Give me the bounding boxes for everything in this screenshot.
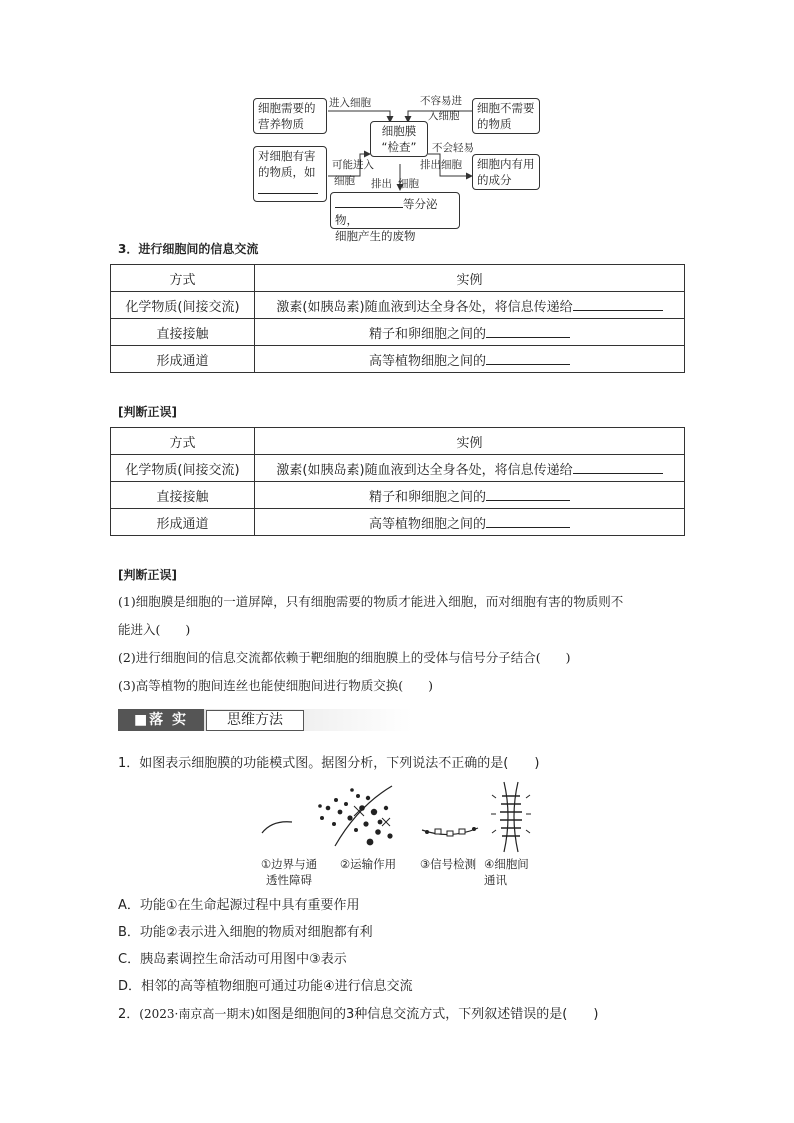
blank-harmful [258,180,318,194]
q1-caption-4: ④细胞间 通讯 [484,857,529,887]
q1-option-a: A．功能①在生命起源过程中具有重要作用 [118,898,360,913]
cell-text: 高等植物细胞之间的 [368,353,486,369]
box-useful-components: 细胞内有用 的成分 [472,154,540,190]
cell-text: 高等植物细胞之间的 [368,516,486,532]
box-membrane-check: 细胞膜 “检查” [370,121,428,157]
table-row [111,455,685,482]
table-cell: 形成通道 [111,509,255,536]
answer-blank [573,297,663,311]
box-harmful-substances [253,146,327,202]
q1-option-b: B．功能②表示进入细胞的物质对细胞都有利 [118,925,373,940]
table-cell: 化学物质(间接交流) [111,455,255,482]
q1-option-c: C．胰岛素调控生命活动可用图中③表示 [118,952,347,967]
q2-rest: 如图是细胞间的3种信息交流方式，下列叙述错误的是( ) [255,1007,599,1022]
table-header-row [111,428,685,455]
transport-dots [318,786,392,846]
table-row [111,292,685,319]
table-header-cell: 实例 [255,428,685,455]
q1-stem: 1．如图表示细胞膜的功能模式图。据图分析，下列说法不正确的是( ) [118,756,540,771]
q1-caption-3: ③信号检测 [419,857,477,871]
q1-option-d: D．相邻的高等植物细胞可通过功能④进行信息交流 [118,979,413,994]
table-cell [255,346,685,373]
box-secretion-line2: 细胞产生的废物 [335,229,416,243]
label-not-easy-2: 入细胞 [428,110,460,122]
label-wont-easily-1: 不会轻易 [432,142,474,154]
label-may-enter-2: 细胞 [334,175,355,187]
table-row [111,482,685,509]
cell-text: 精子和卵细胞之间的 [368,489,486,505]
judge-item-1b: 能进入( ) [118,622,191,637]
box-secretions [330,192,460,243]
boundary-arc [262,822,292,833]
table-cell [255,509,685,536]
q2-source: (2023·南京高一期末) [139,1007,255,1021]
banner-right: 思维方法 [206,710,304,731]
table-cell: 直接接触 [111,319,255,346]
q2-prefix: 2． [118,1007,140,1022]
judge-item-3: (3)高等植物的胞间连丝也能使细胞间进行物质交换( ) [118,678,433,693]
q1-caption-2: ②运输作用 [339,857,397,871]
judge-title-1: [判断正误] [118,405,177,419]
q2-stem [118,1003,598,1022]
label-discharge: 排出 [371,178,392,190]
section-banner [118,709,412,731]
box-needed-nutrients: 细胞需要的 营养物质 [253,98,327,134]
info-exchange-table-1 [110,264,685,373]
table-cell [255,319,685,346]
label-cell: 细胞 [398,178,419,190]
info-exchange-table-2 [110,427,685,536]
table-header-cell: 方式 [111,265,255,292]
answer-blank [486,324,570,338]
table-header-row [111,265,685,292]
cell-text: 激素(如胰岛素)随血液到达全身各处，将信息传递给 [276,299,573,315]
table-cell: 形成通道 [111,346,255,373]
judge-item-2: (2)进行细胞间的信息交流都依赖于靶细胞的细胞膜上的受体与信号分子结合( ) [118,650,571,665]
cell-text: 精子和卵细胞之间的 [368,326,486,342]
answer-blank [486,351,570,365]
table-cell [255,482,685,509]
answer-blank [573,460,663,474]
q1-caption-1: ①边界与通 透性障碍 [260,857,318,887]
table-cell [255,455,685,482]
blank-secretion [335,194,403,208]
box-harmful-text: 对细胞有害 的物质，如 [258,149,316,179]
table-header-cell: 实例 [255,265,685,292]
box-not-needed: 细胞不需要 的物质 [472,98,540,134]
banner-left: ■落 实 [118,709,204,731]
label-enter-cell: 进入细胞 [329,97,371,109]
section-3-title: 3．进行细胞间的信息交流 [118,242,259,256]
signal-receptor [422,827,478,836]
answer-blank [486,514,570,528]
cell-junction [491,782,531,852]
table-cell: 化学物质(间接交流) [111,292,255,319]
label-may-enter-1: 可能进入 [332,159,374,171]
label-wont-easily-2: 排出细胞 [420,159,462,171]
q1-figure [250,778,550,854]
table-row [111,319,685,346]
answer-blank [486,487,570,501]
box-secretion-suffix: 等分泌物， [335,197,438,227]
table-row [111,509,685,536]
table-row [111,346,685,373]
cell-text: 激素(如胰岛素)随血液到达全身各处，将信息传递给 [276,462,573,478]
table-header-cell: 方式 [111,428,255,455]
judge-item-1a: (1)细胞膜是细胞的一道屏障，只有细胞需要的物质才能进入细胞，而对细胞有害的物质则不 [118,594,624,609]
label-not-easy-1: 不容易进 [420,95,462,107]
table-cell [255,292,685,319]
judge-title-2: [判断正误] [118,568,177,582]
table-cell: 直接接触 [111,482,255,509]
